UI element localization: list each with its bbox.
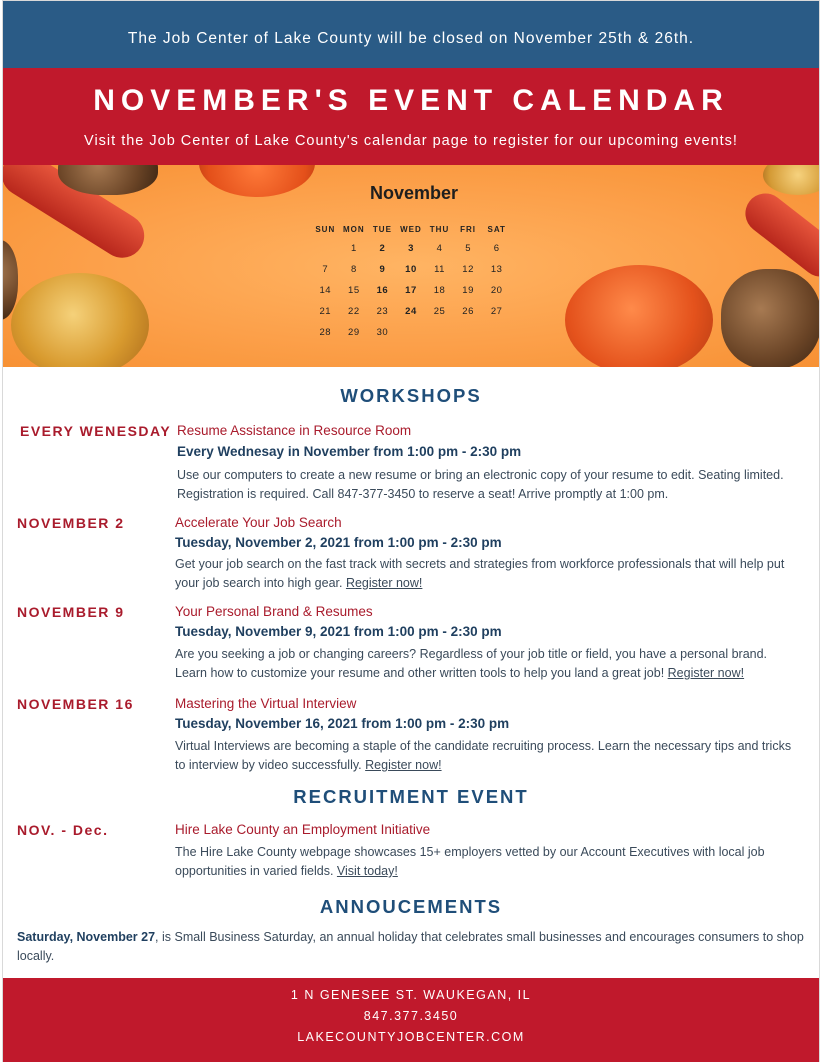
register-link[interactable]: Register now! — [667, 666, 745, 680]
calendar-day: 15 — [348, 285, 360, 296]
page-subtitle: Visit the Job Center of Lake County's calendar page to register for our upcoming events! — [84, 133, 738, 149]
event-time: Every Wednesay in November from 1:00 pm - 2:30 pm — [177, 444, 522, 459]
event-time: Tuesday, November 2, 2021 from 1:00 pm - 2:30 pm — [175, 535, 502, 550]
event-title: Your Personal Brand & Resumes — [175, 604, 373, 619]
announcement-text: Saturday, November 27, is Small Business Saturday, an annual holiday that celebrates small businesses and encourages consumers to shop locally. — [17, 930, 804, 963]
event-title: Mastering the Virtual Interview — [175, 696, 357, 711]
calendar-day: 29 — [348, 327, 360, 338]
calendar-day: 4 — [436, 243, 443, 254]
calendar-day: 26 — [462, 306, 474, 317]
event-title: Accelerate Your Job Search — [175, 515, 342, 530]
calendar-day: 28 — [319, 327, 332, 338]
event-date: NOVEMBER 2 — [17, 515, 125, 531]
calendar-hero — [3, 165, 819, 367]
calendar-day: 17 — [405, 285, 417, 296]
pinecone-icon — [721, 269, 819, 367]
calendar-day: 18 — [433, 285, 446, 296]
event-time: Tuesday, November 9, 2021 from 1:00 pm - 2:30 pm — [175, 624, 502, 639]
event-title: Hire Lake County an Employment Initiative — [175, 822, 431, 837]
calendar-day: 11 — [434, 264, 445, 275]
event-date: NOV. - Dec. — [17, 822, 109, 838]
calendar-day: 2 — [379, 243, 386, 254]
header-banner — [3, 68, 819, 165]
register-link[interactable]: Register now! — [365, 758, 442, 772]
footer-phone: 847.377.3450 — [363, 1009, 459, 1023]
event-title: Resume Assistance in Resource Room — [177, 423, 412, 438]
calendar-month: November — [369, 183, 459, 203]
event-description: Are you seeking a job or changing careers? Regardless of your job title or field, you have a personal brand. Learn how to customize your resume and other written tools to help you land a great job! Register now! — [175, 647, 768, 680]
event-description: Virtual Interviews are becoming a staple of the candidate recruiting process. Learn the necessary tips and tricks to interview by video successfully. Register now! — [175, 739, 792, 772]
event-time: Tuesday, November 16, 2021 from 1:00 pm - 2:30 pm — [175, 716, 510, 731]
calendar-day: 8 — [350, 264, 357, 275]
calendar-week — [311, 259, 511, 280]
calendar-day: 16 — [376, 285, 389, 296]
calendar-day: 27 — [490, 306, 503, 317]
calendar-day — [397, 322, 426, 343]
calendar-week — [311, 280, 511, 301]
calendar-day — [425, 322, 454, 343]
footer — [3, 978, 819, 1062]
calendar-day: 14 — [319, 285, 332, 296]
calendar-day-header: TUE — [372, 224, 392, 234]
calendar-day-header: THU — [429, 224, 450, 234]
event-date: NOVEMBER 9 — [17, 604, 125, 620]
footer-address: 1 N GENESEE ST. WAUKEGAN, IL — [290, 988, 532, 1002]
calendar-week — [311, 301, 511, 322]
announcements-heading: ANNOUCEMENTS — [319, 896, 503, 917]
event-description: Use our computers to create a new resume or bring an electronic copy of your resume to edit. Seating limited. Registration is required. Call 847-377-3450 to reserve a seat! Arrive promptly at 1:00 pm. — [177, 468, 784, 501]
calendar-day: 24 — [405, 306, 417, 317]
calendar-day: 5 — [465, 243, 471, 254]
calendar-day-header: WED — [400, 224, 422, 234]
calendar-day: 3 — [408, 243, 414, 254]
page-title: NOVEMBER'S EVENT CALENDAR — [93, 84, 729, 117]
calendar-day: 9 — [379, 264, 386, 275]
calendar-day: 13 — [490, 264, 503, 275]
calendar-day: 23 — [376, 306, 389, 317]
closure-notice: The Job Center of Lake County will be closed on November 25th & 26th. — [3, 1, 819, 68]
calendar-day: 1 — [350, 243, 357, 254]
calendar-day-header: MON — [343, 224, 365, 234]
calendar-day: 10 — [405, 264, 417, 275]
event-description: The Hire Lake County webpage showcases 15+ employers vetted by our Account Executives with local job opportunities in varied fields. Visit today! — [175, 845, 765, 878]
recruitment-heading: RECRUITMENT EVENT — [293, 786, 529, 807]
flyer — [2, 0, 820, 1062]
calendar-day: 7 — [322, 264, 329, 275]
november-calendar — [309, 183, 519, 343]
calendar-day: 21 — [319, 306, 332, 317]
calendar-day: 30 — [376, 327, 389, 338]
announcement-date: Saturday, November 27 — [17, 930, 156, 944]
visit-link[interactable]: Visit today! — [336, 864, 398, 878]
calendar-day: 12 — [462, 264, 474, 275]
register-link[interactable]: Register now! — [345, 576, 423, 590]
calendar-day — [454, 322, 483, 343]
calendar-week — [311, 322, 511, 343]
calendar-day-header: FRI — [460, 224, 477, 234]
calendar-day: 22 — [348, 306, 360, 317]
event-date: NOVEMBER 16 — [17, 696, 134, 712]
calendar-day — [482, 322, 511, 343]
footer-website[interactable]: LAKECOUNTYJOBCENTER.COM — [297, 1030, 525, 1044]
pumpkin-icon — [565, 265, 713, 367]
calendar-day: 6 — [493, 243, 500, 254]
calendar-week — [311, 238, 511, 259]
calendar-day-header: SAT — [487, 224, 506, 234]
calendar-grid — [311, 220, 511, 343]
calendar-day: 25 — [433, 306, 446, 317]
calendar-day: 19 — [462, 285, 474, 296]
calendar-day-header: SUN — [315, 224, 336, 234]
workshops-heading: WORKSHOPS — [340, 385, 482, 406]
event-date: EVERY WENESDAY — [20, 423, 172, 439]
event-description: Get your job search on the fast track with secrets and strategies from workforce professionals that will help put your job search into high gear. Register now! — [175, 557, 785, 590]
calendar-day: 20 — [490, 285, 503, 296]
calendar-day — [311, 238, 340, 259]
pumpkin-icon — [11, 273, 149, 367]
